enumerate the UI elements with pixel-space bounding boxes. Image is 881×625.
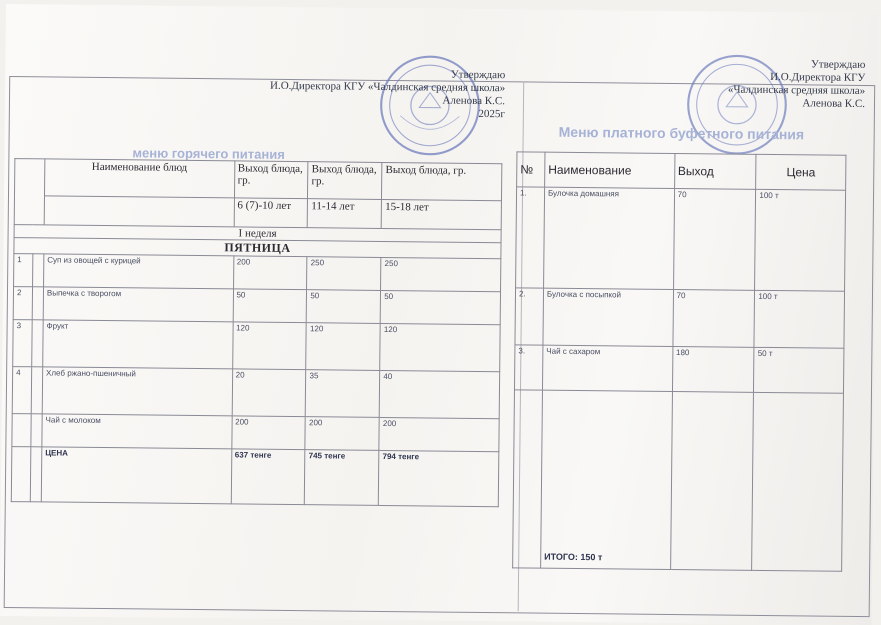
approval-line: «Чалдинская средняя школа» xyxy=(727,83,866,98)
price-label: ЦЕНА xyxy=(41,447,231,504)
output-value: 200 xyxy=(233,256,307,290)
header-output: Выход блюда, гр. xyxy=(308,162,382,200)
spacer-cell xyxy=(33,254,44,287)
spacer-cell xyxy=(30,447,42,502)
age-group: 11-14 лет xyxy=(308,199,382,229)
output-value: 200 xyxy=(231,416,305,450)
output-value: 120 xyxy=(306,323,380,371)
item-name: Чай с сахаром xyxy=(542,345,672,391)
age-group: 6 (7)-10 лет xyxy=(234,198,308,228)
output-value: 40 xyxy=(379,370,499,418)
output-value: 120 xyxy=(232,322,306,370)
approval-line: И.О.Директора КГУ «Чалдинская средняя школа» xyxy=(270,79,506,95)
header-output: Выход блюда, гр. xyxy=(234,161,308,199)
approval-line: 2025г xyxy=(478,107,505,121)
hot-meal-table xyxy=(11,158,503,507)
row-number: 2 xyxy=(13,287,32,320)
total-label: ИТОГО: 150 т xyxy=(541,390,673,569)
row-number: 4 xyxy=(12,367,31,414)
header-output: Выход блюда, гр. xyxy=(382,162,502,200)
output-value: 70 xyxy=(673,290,755,348)
table-row xyxy=(13,320,500,372)
header-price: Цена xyxy=(756,154,846,190)
age-group: 15-18 лет xyxy=(381,199,501,229)
output-value: 250 xyxy=(381,257,501,291)
approval-line: Утверждаю xyxy=(810,58,866,72)
left-menu-title: меню горячего питания xyxy=(132,145,285,162)
dish-name: Чай с молоком xyxy=(42,414,232,449)
approval-line: И.О.Директора КГУ xyxy=(770,71,866,85)
output-value: 250 xyxy=(307,257,381,291)
header-number: № xyxy=(517,152,545,187)
output-value: 20 xyxy=(232,369,306,417)
table-row xyxy=(515,288,845,348)
item-name: Булочка домашняя xyxy=(543,187,674,289)
row-number: 2. xyxy=(515,288,544,345)
header-output: Выход xyxy=(674,154,756,190)
spacer-cell xyxy=(31,367,42,414)
row-number: 3 xyxy=(13,320,32,367)
price-value xyxy=(752,392,843,571)
total-row xyxy=(513,390,844,571)
row-number: 1. xyxy=(516,187,545,288)
table-row xyxy=(514,345,843,393)
header-name: Наименование xyxy=(545,152,675,188)
dish-name: Суп из овощей с курицей xyxy=(43,254,233,289)
approval-line: Аленова К.С. xyxy=(442,94,506,108)
header-cell xyxy=(14,159,45,225)
table-row xyxy=(12,367,499,419)
output-value xyxy=(670,391,754,570)
row-number xyxy=(513,390,543,568)
right-menu-title: Меню платного буфетного питания xyxy=(558,123,805,143)
output-value: 120 xyxy=(380,323,500,371)
dish-name: Выпечка с творогом xyxy=(43,287,233,322)
approval-block-right xyxy=(645,57,866,111)
output-value: 35 xyxy=(306,370,380,418)
menu-sheet xyxy=(0,4,878,625)
table-row xyxy=(516,187,846,291)
dish-name: Фрукт xyxy=(43,320,233,369)
week-label: I неделя xyxy=(14,225,501,243)
dish-name: Хлеб ржано-пшеничный xyxy=(42,367,232,416)
row-number xyxy=(12,414,31,447)
header-cell xyxy=(44,196,234,227)
price-value: 100 т xyxy=(754,290,844,348)
spacer-cell xyxy=(32,320,43,367)
row-number: 1 xyxy=(14,254,33,287)
price-value: 100 т xyxy=(755,189,846,291)
header-name: Наименование блюд xyxy=(44,159,234,198)
spacer-cell xyxy=(31,414,42,447)
price-value: 794 тенге xyxy=(379,450,499,506)
output-value: 200 xyxy=(379,417,499,451)
day-label: ПЯТНИЦА xyxy=(14,238,501,259)
output-value: 50 xyxy=(233,289,307,323)
output-value: 50 xyxy=(307,290,381,324)
item-name: Булочка с посыпкой xyxy=(543,288,673,346)
approval-block-left xyxy=(215,66,506,121)
price-value: 50 т xyxy=(754,347,844,393)
output-value: 180 xyxy=(672,346,754,392)
table-row xyxy=(14,254,501,292)
table-row xyxy=(12,414,499,452)
price-value: 637 тенге xyxy=(231,449,305,505)
buffet-table xyxy=(512,151,846,571)
output-value: 200 xyxy=(305,417,379,451)
price-value: 745 тенге xyxy=(305,450,379,506)
approval-line: Утверждаю xyxy=(450,68,506,82)
price-row xyxy=(11,447,499,507)
output-value: 70 xyxy=(673,189,756,291)
spacer-cell xyxy=(32,287,43,320)
table-row xyxy=(13,287,500,325)
approval-line: Аленова К.С. xyxy=(802,97,866,111)
row-number xyxy=(11,447,31,502)
row-number: 3. xyxy=(514,345,542,390)
output-value: 50 xyxy=(380,290,500,324)
